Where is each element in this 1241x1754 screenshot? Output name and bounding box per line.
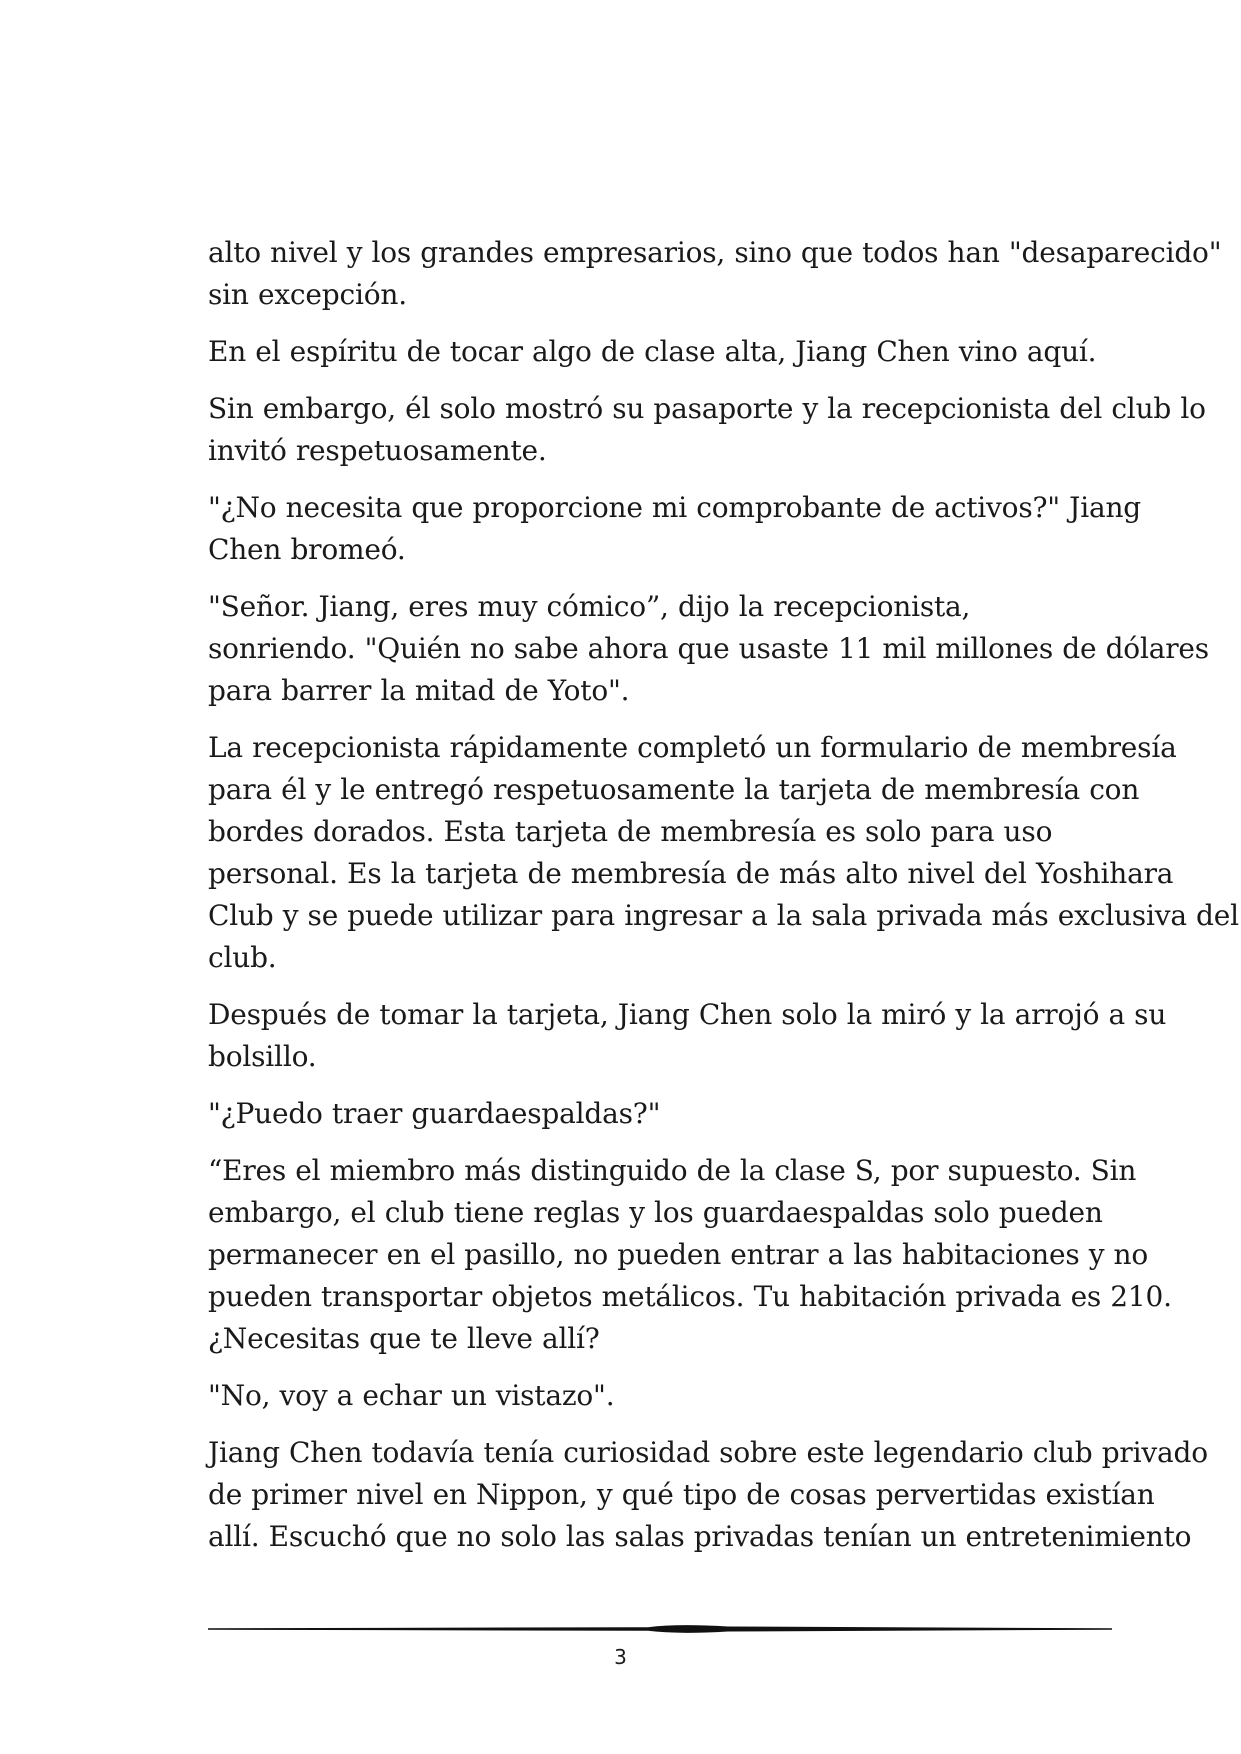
paragraph-line: En el espíritu de tocar algo de clase alta, Jiang Chen vino aquí.	[208, 335, 1097, 368]
paragraph-line: para barrer la mitad de Yoto".	[208, 674, 630, 707]
paragraph-4	[208, 487, 1142, 571]
paragraph-line: ¿Necesitas que te lleve allí?	[208, 1322, 600, 1355]
paragraph-10	[208, 1375, 1078, 1417]
paragraph-line: pueden transportar objetos metálicos. Tu habitación privada es 210.	[208, 1280, 1172, 1313]
footer-divider	[208, 1622, 1112, 1636]
paragraph-11	[208, 1432, 1208, 1558]
paragraph-line: Chen bromeó.	[208, 533, 406, 566]
paragraph-line: Club y se puede utilizar para ingresar a la sala privada más exclusiva del	[208, 899, 1239, 932]
paragraph-3	[208, 388, 1206, 472]
paragraph-line: Sin embargo, él solo mostró su pasaporte y la recepcionista del club lo	[208, 392, 1206, 425]
paragraph-7	[208, 994, 1167, 1078]
paragraph-line: “Eres el miembro más distinguido de la clase S, por supuesto. Sin	[208, 1154, 1137, 1187]
paragraph-line: bolsillo.	[208, 1040, 317, 1073]
paragraph-line: "Señor. Jiang, eres muy cómico”, dijo la recepcionista,	[208, 590, 971, 623]
paragraph-line: alto nivel y los grandes empresarios, sino que todos han "desaparecido"	[208, 236, 1222, 269]
paragraph-line: de primer nivel en Nippon, y qué tipo de cosas pervertidas existían	[208, 1478, 1155, 1511]
paragraph-line: personal. Es la tarjeta de membresía de más alto nivel del Yoshihara	[208, 857, 1174, 890]
paragraph-line: bordes dorados. Esta tarjeta de membresía es solo para uso	[208, 815, 1053, 848]
paragraph-1	[208, 232, 1222, 316]
paragraph-line: invitó respetuosamente.	[208, 434, 547, 467]
paragraph-line: "No, voy a echar un vistazo".	[208, 1379, 615, 1412]
paragraph-8	[208, 1093, 1078, 1135]
page-number: 3	[614, 1645, 627, 1669]
paragraph-6	[208, 727, 1239, 979]
paragraph-line: allí. Escuchó que no solo las salas privadas tenían un entretenimiento	[208, 1520, 1192, 1553]
paragraph-line: embargo, el club tiene reglas y los guardaespaldas solo pueden	[208, 1196, 1103, 1229]
paragraph-5	[208, 586, 1209, 712]
paragraph-line: Después de tomar la tarjeta, Jiang Chen solo la miró y la arrojó a su	[208, 998, 1167, 1031]
paragraph-line: sonriendo. "Quién no sabe ahora que usaste 11 mil millones de dólares	[208, 632, 1209, 665]
paragraph-line: La recepcionista rápidamente completó un formulario de membresía	[208, 731, 1177, 764]
paragraph-line: permanecer en el pasillo, no pueden entrar a las habitaciones y no	[208, 1238, 1149, 1271]
paragraph-line: "¿No necesita que proporcione mi comprobante de activos?" Jiang	[208, 491, 1142, 524]
paragraph-line: para él y le entregó respetuosamente la tarjeta de membresía con	[208, 773, 1140, 806]
paragraph-line: club.	[208, 941, 277, 974]
paragraph-line: "¿Puedo traer guardaespaldas?"	[208, 1097, 661, 1130]
paragraph-2	[208, 331, 1097, 373]
paragraph-line: sin excepción.	[208, 278, 407, 311]
body-text	[208, 232, 1239, 1573]
paragraph-9	[208, 1150, 1172, 1360]
paragraph-line: Jiang Chen todavía tenía curiosidad sobre este legendario club privado	[208, 1436, 1208, 1469]
